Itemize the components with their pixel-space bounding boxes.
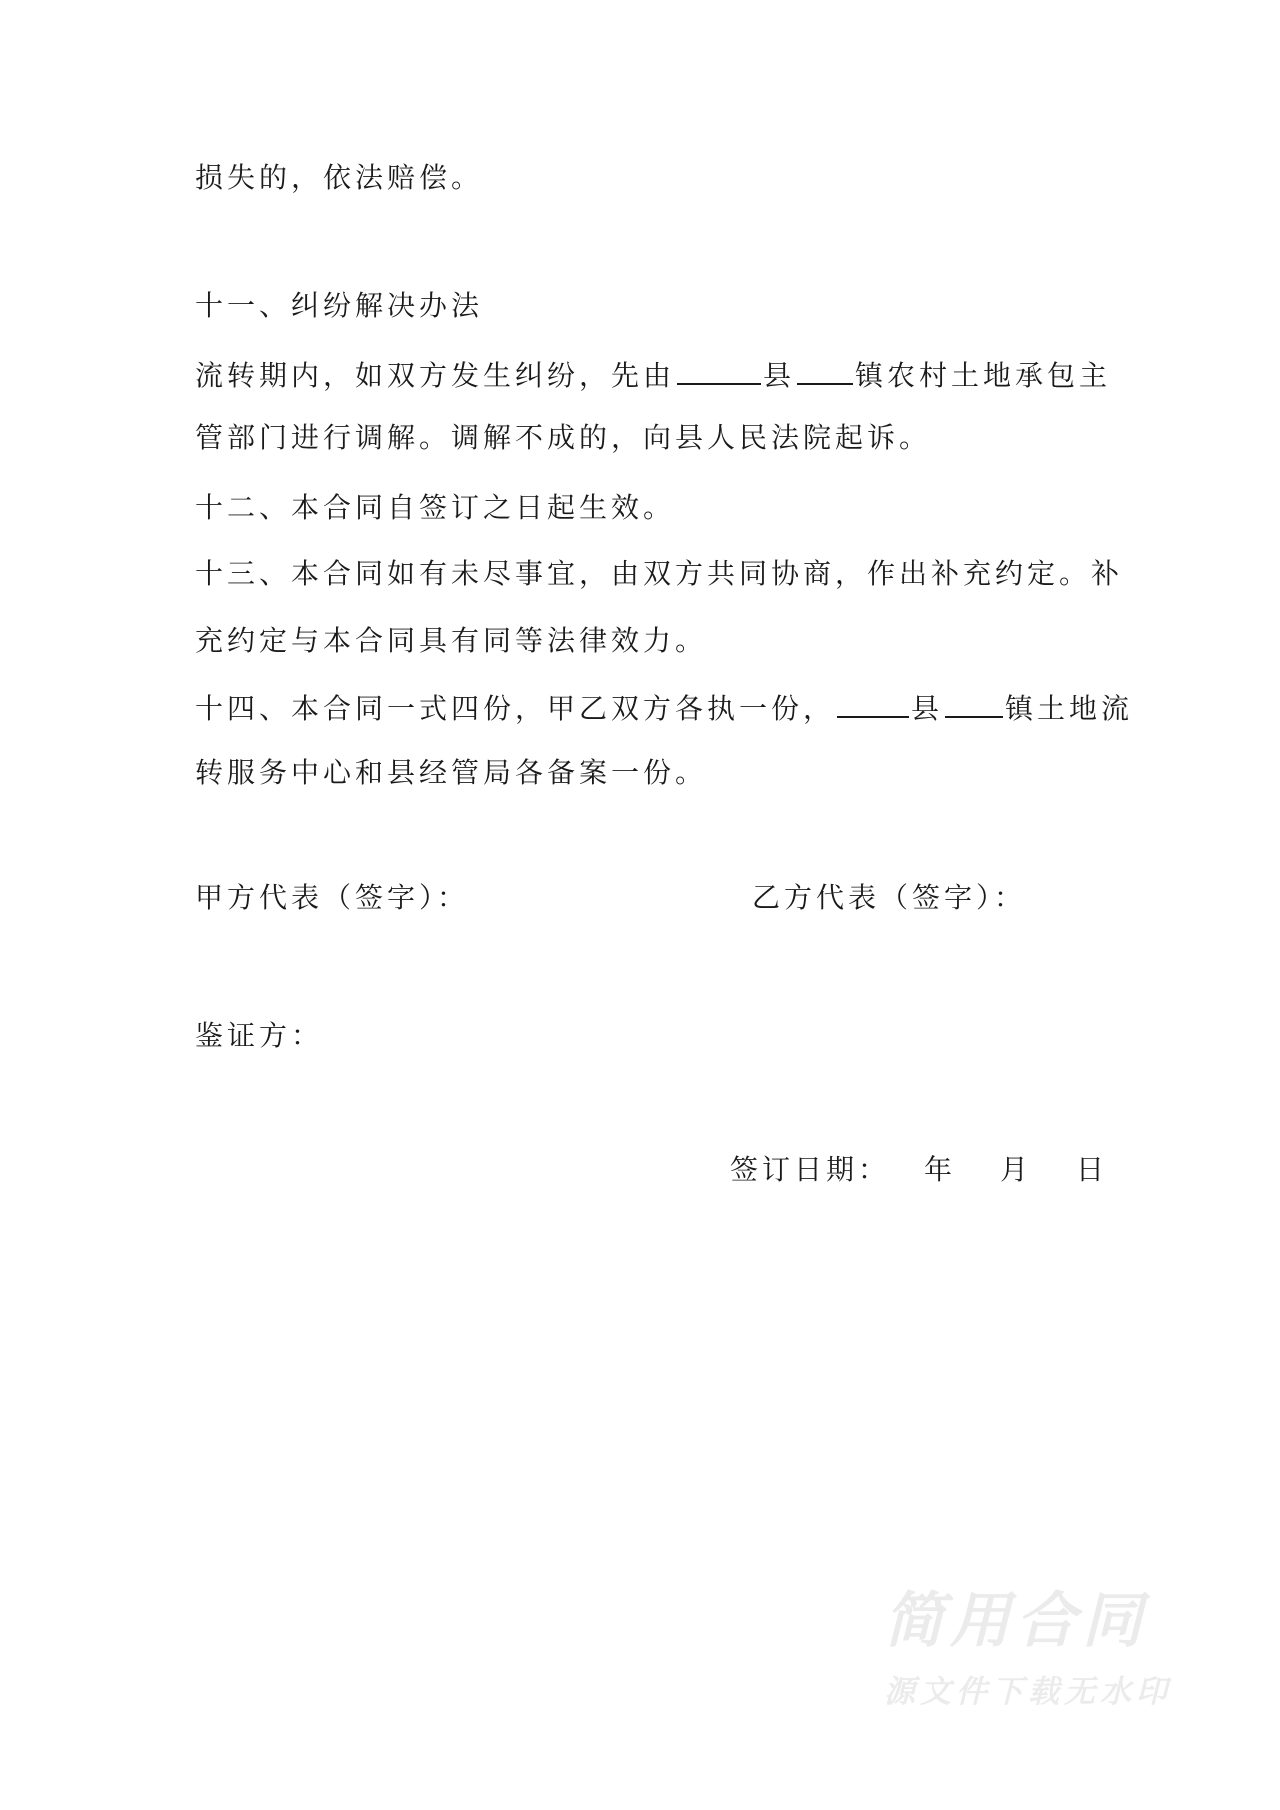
signing-date-row (730, 1152, 1108, 1188)
watermark-sub-text: 源文件下载无水印 (884, 1674, 1172, 1710)
section-14-line-1 (195, 688, 1133, 727)
text: 乙方代表（签字）： (752, 881, 1027, 914)
text: 鉴证方： (195, 1019, 324, 1052)
text: 镇农村土地承包主 (855, 359, 1112, 392)
county-blank-field[interactable] (677, 355, 761, 385)
watermark-main-text: 简用合同 (884, 1586, 1148, 1656)
section-13-line-1 (195, 556, 1123, 592)
section-11-line-2 (195, 420, 931, 456)
section-13-line-2 (195, 623, 707, 659)
text: 转服务中心和县经管局各备案一份。 (195, 756, 708, 789)
text: 县 (763, 359, 796, 392)
text: 损失的，依法赔偿。 (195, 161, 484, 194)
witness-label (195, 1018, 323, 1054)
party-b-signature-label (752, 880, 1026, 916)
section-12 (195, 490, 675, 526)
text: 十三、本合同如有未尽事宜，由双方共同协商，作出补充约定。补 (195, 557, 1124, 590)
county-blank-field[interactable] (837, 688, 909, 718)
section-14-line-2 (195, 755, 707, 791)
town-blank-field[interactable] (797, 355, 853, 385)
date-label: 签订日期： (730, 1153, 891, 1186)
month-label: 月 (1000, 1153, 1033, 1186)
day-label: 日 (1076, 1153, 1109, 1186)
heading-text: 十一、纠纷解决办法 (195, 289, 484, 322)
section-11-heading (195, 288, 483, 324)
section-11-line-1 (195, 355, 1111, 394)
text: 充约定与本合同具有同等法律效力。 (195, 624, 708, 657)
paragraph-loss-compensation (195, 160, 483, 196)
text: 十二、本合同自签订之日起生效。 (195, 491, 676, 524)
text: 镇土地流 (1005, 692, 1134, 725)
year-label: 年 (924, 1153, 957, 1186)
text: 管部门进行调解。调解不成的，向县人民法院起诉。 (195, 421, 932, 454)
text: 流转期内，如双方发生纠纷，先由 (195, 359, 676, 392)
town-blank-field[interactable] (945, 688, 1003, 718)
text: 县 (911, 692, 944, 725)
text: 甲方代表（签字）： (195, 881, 470, 914)
text: 十四、本合同一式四份，甲乙双方各执一份， (195, 692, 836, 725)
watermark (884, 1588, 1204, 1710)
party-a-signature-label (195, 880, 469, 916)
